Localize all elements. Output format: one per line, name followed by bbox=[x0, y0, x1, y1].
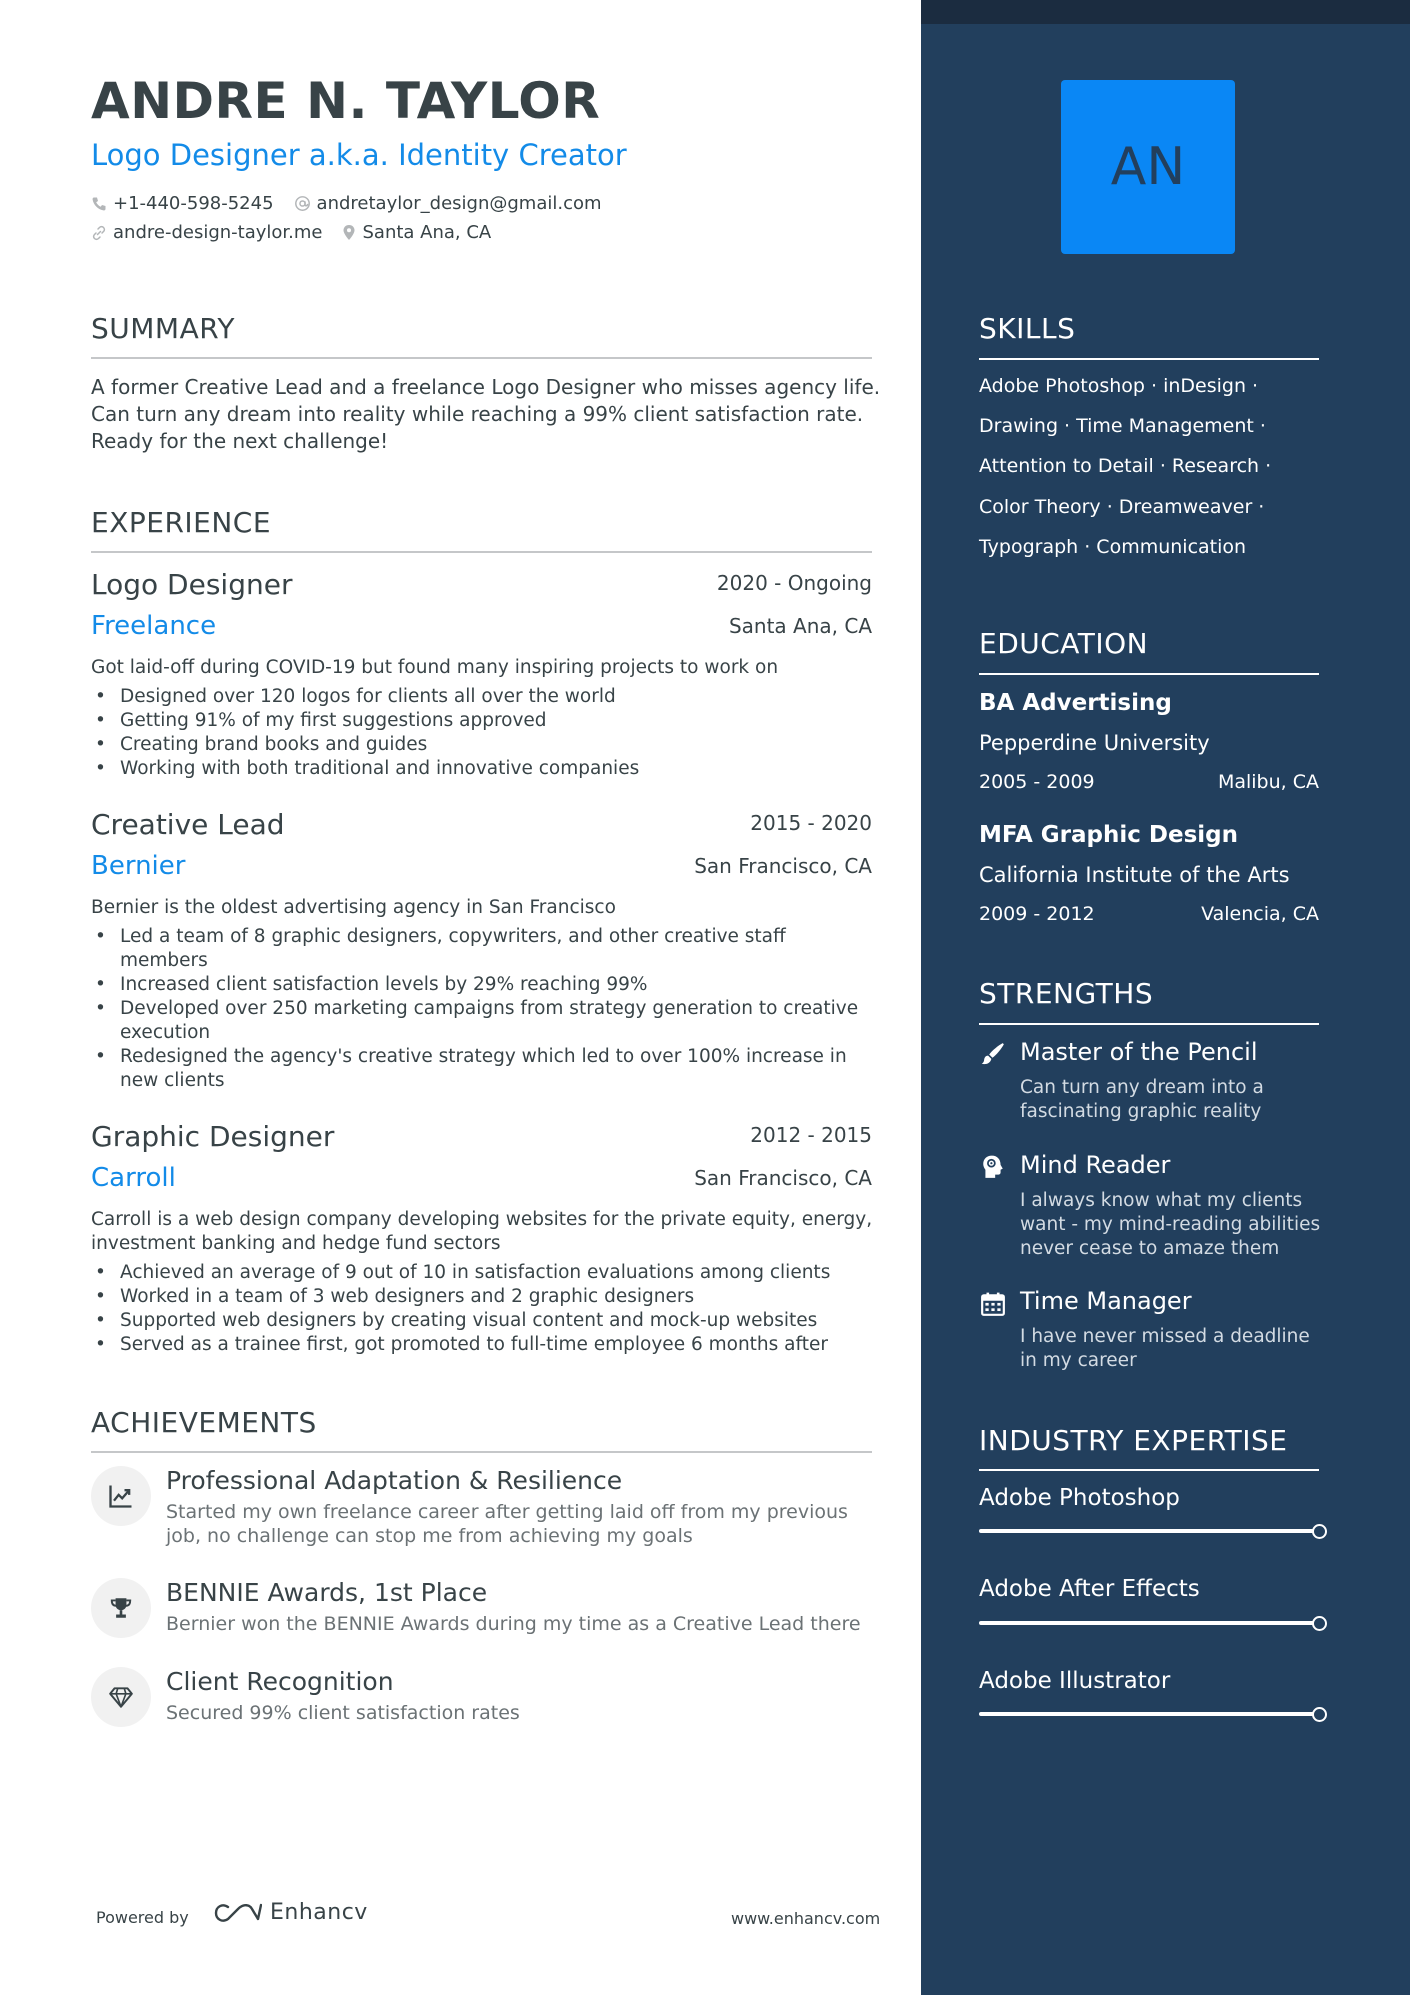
location-text: Santa Ana, CA bbox=[362, 222, 492, 243]
strengths-divider bbox=[979, 1023, 1319, 1025]
achievement-description: Started my own freelance career after getting laid off from my previous job, no challenge can stop me from achieving my goals bbox=[166, 1501, 848, 1547]
candidate-title: Logo Designer a.k.a. Identity Creator bbox=[91, 138, 627, 172]
location-contact bbox=[342, 222, 491, 243]
job-location: San Francisco, CA bbox=[694, 1166, 872, 1190]
job-dates: 2020 - Ongoing bbox=[716, 571, 872, 595]
strength-description: I always know what my clients want - my mind-reading abilities never cease to amaze them bbox=[1020, 1190, 1321, 1259]
expertise-label: Adobe Photoshop bbox=[979, 1485, 1180, 1511]
expertise-heading: INDUSTRY EXPERTISE bbox=[979, 1424, 1288, 1457]
calendar-icon bbox=[980, 1291, 1006, 1317]
achievement-title: Professional Adaptation & Resilience bbox=[166, 1466, 623, 1495]
experience-heading: EXPERIENCE bbox=[91, 506, 272, 539]
summary-heading: SUMMARY bbox=[91, 312, 236, 345]
job-location: Santa Ana, CA bbox=[728, 614, 872, 638]
expertise-label: Adobe After Effects bbox=[979, 1576, 1200, 1602]
job-description: Got laid-off during COVID-19 but found many inspiring projects to work on bbox=[91, 657, 779, 678]
strength-title: Master of the Pencil bbox=[1020, 1038, 1258, 1066]
achievement-title: BENNIE Awards, 1st Place bbox=[166, 1578, 488, 1607]
achievement-item bbox=[91, 1667, 881, 1737]
job-bullets bbox=[91, 1261, 872, 1357]
trophy-icon bbox=[108, 1595, 134, 1621]
job-bullet: • Designed over 120 logos for clients all over the world bbox=[91, 685, 872, 709]
strength-icon bbox=[979, 1153, 1007, 1181]
experience-divider bbox=[91, 551, 872, 553]
achievement-title: Client Recognition bbox=[166, 1667, 394, 1696]
education-heading: EDUCATION bbox=[979, 627, 1149, 660]
job-title: Graphic Designer bbox=[91, 1120, 335, 1153]
skills-line: Drawing · Time Management · bbox=[979, 415, 1266, 437]
chart-line-icon bbox=[107, 1482, 135, 1510]
avatar: AN bbox=[1061, 80, 1235, 254]
education-divider bbox=[979, 673, 1319, 675]
strength-icon bbox=[979, 1040, 1007, 1068]
skills-line: Color Theory · Dreamweaver · bbox=[979, 496, 1265, 518]
enhancv-brand-text: Enhancv bbox=[270, 1900, 368, 1925]
skills-line: Adobe Photoshop · inDesign · bbox=[979, 375, 1259, 397]
expertise-knob bbox=[1312, 1524, 1327, 1539]
expertise-bar bbox=[979, 1529, 1319, 1533]
job-title: Logo Designer bbox=[91, 568, 293, 601]
job-bullet: • Served as a trainee first, got promoted to full-time employee 6 months after bbox=[91, 1333, 872, 1357]
achievement-description: Secured 99% client satisfaction rates bbox=[166, 1702, 520, 1724]
contact-row-1 bbox=[91, 193, 622, 214]
phone-contact bbox=[91, 193, 274, 214]
education-location: Valencia, CA bbox=[1201, 903, 1319, 925]
summary-divider bbox=[91, 357, 872, 359]
job-bullets bbox=[91, 925, 872, 1093]
strength-title: Mind Reader bbox=[1020, 1151, 1171, 1179]
footer-url[interactable]: www.enhancv.com bbox=[731, 1909, 881, 1928]
expertise-divider bbox=[979, 1469, 1319, 1471]
education-degree: BA Advertising bbox=[979, 690, 1172, 716]
pencil-icon bbox=[980, 1041, 1006, 1067]
expertise-label: Adobe Illustrator bbox=[979, 1668, 1171, 1694]
email-address[interactable]: andretaylor_design@gmail.com bbox=[316, 193, 602, 214]
job-bullet: • Developed over 250 marketing campaigns from strategy generation to creative execution bbox=[91, 997, 872, 1045]
strength-description: I have never missed a deadline in my career bbox=[1020, 1326, 1310, 1371]
job-company: Freelance bbox=[91, 611, 217, 641]
job-dates: 2012 - 2015 bbox=[750, 1123, 872, 1147]
job-bullet: • Getting 91% of my first suggestions approved bbox=[91, 709, 872, 733]
strength-description: Can turn any dream into a fascinating graphic reality bbox=[1020, 1077, 1264, 1122]
at-icon bbox=[294, 195, 311, 212]
achievement-item bbox=[91, 1466, 881, 1556]
sidebar-top-bar bbox=[921, 0, 1410, 24]
enhancv-logo[interactable] bbox=[214, 1900, 368, 1925]
expertise-bar bbox=[979, 1712, 1319, 1716]
education-dates: 2005 - 2009 bbox=[979, 771, 1095, 793]
sidebar bbox=[921, 0, 1410, 1995]
phone-icon bbox=[91, 196, 107, 212]
achievement-description: Bernier won the BENNIE Awards during my time as a Creative Lead there bbox=[166, 1613, 861, 1635]
candidate-name: ANDRE N. TAYLOR bbox=[91, 72, 601, 130]
email-contact bbox=[294, 193, 602, 214]
job-bullet: • Worked in a team of 3 web designers and 2 graphic designers bbox=[91, 1285, 872, 1309]
skills-line: Attention to Detail · Research · bbox=[979, 455, 1272, 477]
job-dates: 2015 - 2020 bbox=[750, 811, 872, 835]
enhancv-mark-icon bbox=[214, 1901, 262, 1925]
expertise-bar bbox=[979, 1621, 1319, 1625]
achievement-item bbox=[91, 1578, 881, 1648]
job-bullets bbox=[91, 685, 872, 781]
job-title: Creative Lead bbox=[91, 808, 285, 841]
education-school: Pepperdine University bbox=[979, 731, 1210, 755]
job-bullet: • Led a team of 8 graphic designers, copywriters, and other creative staff members bbox=[91, 925, 872, 973]
education-dates: 2009 - 2012 bbox=[979, 903, 1095, 925]
website-link[interactable]: andre-design-taylor.me bbox=[113, 222, 323, 243]
job-bullet: • Increased client satisfaction levels by 29% reaching 99% bbox=[91, 973, 872, 997]
job-description: Carroll is a web design company developing websites for the private equity, energy, investment banking and hedge fund sectors bbox=[91, 1209, 873, 1254]
job-bullet: • Creating brand books and guides bbox=[91, 733, 872, 757]
strength-title: Time Manager bbox=[1020, 1287, 1192, 1315]
achievements-divider bbox=[91, 1451, 872, 1453]
diamond-icon bbox=[108, 1684, 134, 1710]
strengths-heading: STRENGTHS bbox=[979, 977, 1154, 1010]
contact-row-2 bbox=[91, 222, 511, 243]
achievement-icon-circle bbox=[91, 1667, 151, 1727]
powered-by-label: Powered by bbox=[96, 1908, 189, 1927]
achievement-icon-circle bbox=[91, 1578, 151, 1638]
expertise-knob bbox=[1312, 1616, 1327, 1631]
job-bullet: • Redesigned the agency's creative strategy which led to over 100% increase in new clients bbox=[91, 1045, 872, 1093]
job-bullet: • Supported web designers by creating visual content and mock-up websites bbox=[91, 1309, 872, 1333]
summary-text: A former Creative Lead and a freelance Logo Designer who misses agency life. Can turn any dream into reality while reaching a 99% client satisfaction rate. Ready for the next challenge! bbox=[91, 375, 881, 453]
job-description: Bernier is the oldest advertising agency in San Francisco bbox=[91, 897, 616, 918]
job-company: Carroll bbox=[91, 1163, 176, 1193]
job-bullet: • Working with both traditional and innovative companies bbox=[91, 757, 872, 781]
achievements-heading: ACHIEVEMENTS bbox=[91, 1406, 317, 1439]
location-pin-icon bbox=[342, 224, 356, 241]
job-company: Bernier bbox=[91, 851, 186, 881]
achievement-icon-circle bbox=[91, 1466, 151, 1526]
job-location: San Francisco, CA bbox=[694, 854, 872, 878]
phone-number: +1-440-598-5245 bbox=[113, 193, 274, 214]
skills-divider bbox=[979, 358, 1319, 360]
job-bullet: • Achieved an average of 9 out of 10 in satisfaction evaluations among clients bbox=[91, 1261, 872, 1285]
education-location: Malibu, CA bbox=[1217, 771, 1319, 793]
strength-icon bbox=[979, 1290, 1007, 1318]
brain-head-icon bbox=[980, 1154, 1006, 1180]
link-icon bbox=[91, 225, 107, 241]
website-contact bbox=[91, 222, 322, 243]
skills-line: Typograph · Communication bbox=[979, 536, 1247, 558]
skills-heading: SKILLS bbox=[979, 312, 1076, 345]
education-degree: MFA Graphic Design bbox=[979, 822, 1238, 848]
expertise-knob bbox=[1312, 1707, 1327, 1722]
education-school: California Institute of the Arts bbox=[979, 863, 1290, 887]
